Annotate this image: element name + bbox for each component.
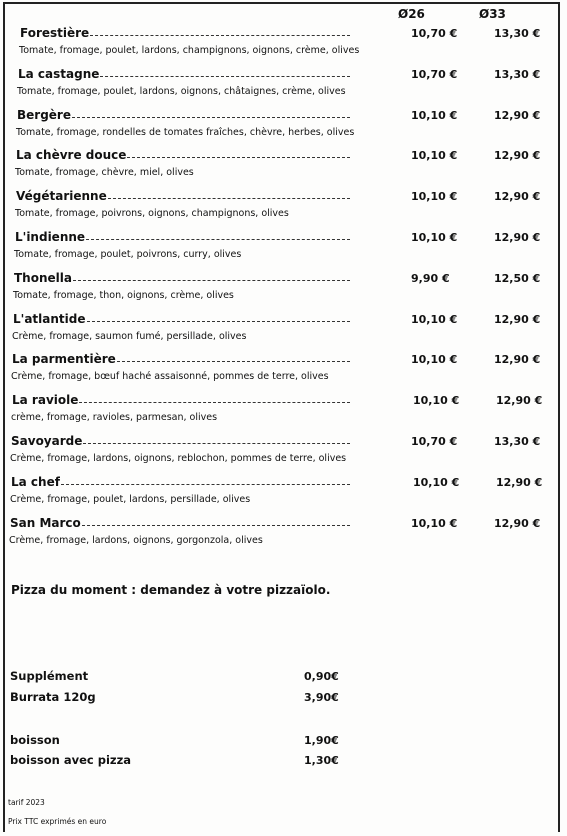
- price-33: 12,90 €: [494, 190, 541, 203]
- pizza-description: Tomate, fromage, chèvre, miel, olives: [15, 167, 194, 178]
- leader-dashes: [117, 361, 350, 362]
- pizza-of-the-moment: Pizza du moment : demandez à votre pizzaïolo.: [11, 583, 331, 597]
- leader-dashes: [100, 76, 350, 77]
- price-33: 12,90 €: [494, 517, 541, 530]
- price-26: 10,10 €: [411, 313, 458, 326]
- pizza-description: crème, fromage, ravioles, parmesan, olives: [11, 412, 218, 423]
- pizza-name: La castagne: [18, 67, 100, 81]
- pizza-description: Crème, fromage, lardons, oignons, gorgonzola, olives: [9, 535, 263, 546]
- pizza-description: Tomate, fromage, poulet, poivrons, curry, olives: [14, 249, 242, 260]
- pizza-description: Crème, fromage, bœuf haché assaisonné, pommes de terre, olives: [11, 371, 329, 382]
- price-33: 12,90 €: [494, 313, 541, 326]
- leader-dashes: [90, 35, 350, 36]
- leader-dashes: [87, 321, 350, 322]
- price-26: 10,10 €: [413, 394, 460, 407]
- pizza-name: La parmentière: [12, 352, 116, 366]
- extra-price-burrata: 3,90€: [304, 691, 339, 704]
- pizza-name: Savoyarde: [11, 434, 83, 448]
- price-33: 12,90 €: [494, 353, 541, 366]
- price-33: 12,90 €: [494, 231, 541, 244]
- size-33-header: Ø33: [479, 7, 506, 21]
- pizza-description: Crème, fromage, poulet, lardons, persillade, olives: [10, 494, 251, 505]
- pizza-name: Bergère: [17, 108, 71, 122]
- leader-dashes: [82, 525, 350, 526]
- price-26: 10,10 €: [411, 517, 458, 530]
- price-33: 13,30 €: [494, 27, 541, 40]
- footer-tarif: tarif 2023: [8, 798, 45, 807]
- pizza-name: San Marco: [10, 516, 81, 530]
- size-26-header: Ø26: [398, 7, 425, 21]
- price-26: 10,10 €: [411, 190, 458, 203]
- pizza-description: Tomate, fromage, rondelles de tomates fraîches, chèvre, herbes, olives: [16, 127, 355, 138]
- pizza-name: L'indienne: [15, 230, 86, 244]
- price-26: 10,70 €: [411, 27, 458, 40]
- pizza-description: Crème, fromage, lardons, oignons, reblochon, pommes de terre, olives: [10, 453, 347, 464]
- extra-price-supplement: 0,90€: [304, 670, 339, 683]
- price-33: 12,90 €: [494, 149, 541, 162]
- pizza-name: L'atlantide: [13, 312, 86, 326]
- pizza-name: Thonella: [14, 271, 72, 285]
- price-26: 10,10 €: [411, 109, 458, 122]
- price-33: 13,30 €: [494, 435, 541, 448]
- leader-dashes: [127, 157, 350, 158]
- pizza-description: Crème, fromage, saumon fumé, persillade, olives: [12, 331, 247, 342]
- pizza-description: Tomate, fromage, poulet, lardons, champignons, oignons, crème, olives: [19, 45, 360, 56]
- leader-dashes: [108, 198, 350, 199]
- extra-label-drink: boisson: [10, 733, 60, 747]
- price-33: 12,50 €: [494, 272, 541, 285]
- price-26: 10,10 €: [411, 353, 458, 366]
- price-26: 10,10 €: [411, 149, 458, 162]
- price-33: 12,90 €: [496, 476, 543, 489]
- pizza-name: Forestière: [20, 26, 90, 40]
- price-33: 13,30 €: [494, 68, 541, 81]
- pizza-name: La chef: [11, 475, 60, 489]
- price-26: 10,10 €: [413, 476, 460, 489]
- leader-dashes: [83, 443, 350, 444]
- price-33: 12,90 €: [496, 394, 543, 407]
- extra-label-drink-with-pizza: boisson avec pizza: [10, 753, 132, 767]
- pizza-description: Tomate, fromage, poivrons, oignons, champignons, olives: [15, 208, 289, 219]
- leader-dashes: [61, 484, 350, 485]
- extra-label-burrata: Burrata 120g: [10, 690, 96, 704]
- leader-dashes: [79, 402, 350, 403]
- price-33: 12,90 €: [494, 109, 541, 122]
- extra-price-drink: 1,90€: [304, 734, 339, 747]
- price-26: 10,10 €: [411, 231, 458, 244]
- price-26: 10,70 €: [411, 435, 458, 448]
- pizza-description: Tomate, fromage, poulet, lardons, oignons, châtaignes, crème, olives: [17, 86, 346, 97]
- pizza-name: La chèvre douce: [16, 148, 127, 162]
- leader-dashes: [86, 239, 350, 240]
- leader-dashes: [72, 117, 350, 118]
- leader-dashes: [73, 280, 350, 281]
- pizza-description: Tomate, fromage, thon, oignons, crème, olives: [13, 290, 234, 301]
- price-26: 10,70 €: [411, 68, 458, 81]
- pizza-name: La raviole: [12, 393, 79, 407]
- footer-prices-note: Prix TTC exprimés en euro: [8, 817, 107, 826]
- price-26: 9,90 €: [411, 272, 450, 285]
- pizza-name: Végétarienne: [16, 189, 107, 203]
- extra-label-supplement: Supplément: [10, 669, 89, 683]
- extra-price-drink-with-pizza: 1,30€: [304, 754, 339, 767]
